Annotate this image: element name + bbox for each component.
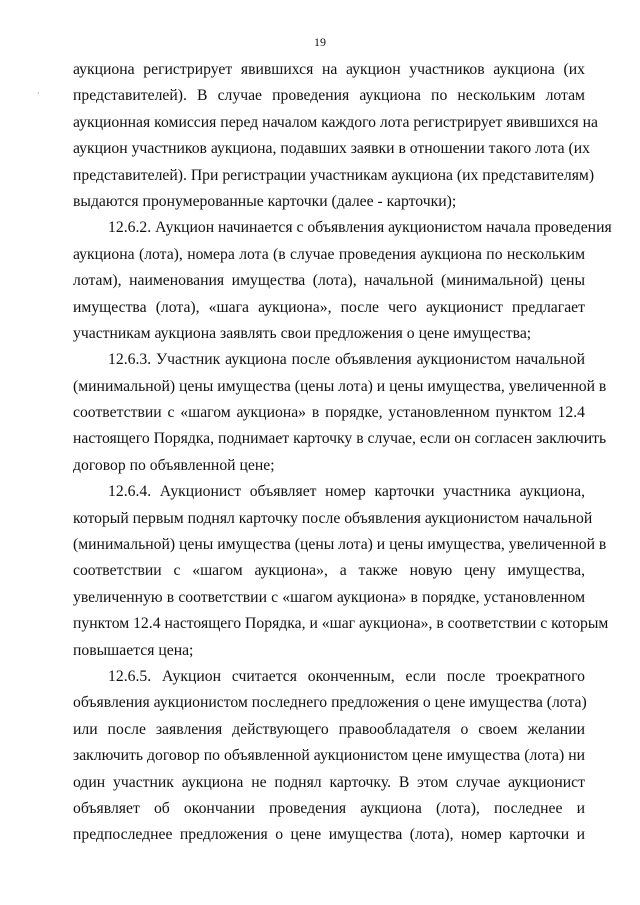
document-body (73, 57, 612, 849)
text-line: объявляет об окончании проведения аукциона (лота), последнее и (73, 799, 585, 817)
text-line: договор по объявленной цене; (73, 456, 275, 474)
paragraph-continuation (73, 57, 598, 215)
text-line: 12.6.4. Аукционист объявляет номер карточки участника аукциона, (108, 483, 585, 501)
text-line: аукцион участников аукциона, подавших заявки в отношении такого лота (их (73, 140, 591, 158)
text-line: лотам), наименования имущества (лота), начальной (минимальной) цены (73, 272, 585, 290)
text-line: аукциона регистрирует явившихся на аукцион участников аукциона (их (73, 61, 585, 78)
margin-mark: · (37, 89, 40, 98)
text-line: представителей). При регистрации участникам аукциона (их представителям) (73, 166, 595, 184)
paragraph-12-6-3 (73, 347, 607, 479)
text-line: представителей). В случае проведения аукциона по нескольким лотам (73, 87, 585, 105)
paragraph-12-6-4 (73, 479, 609, 664)
text-line: соответствии с «шагом аукциона» в порядке, установленном пунктом 12.4 (73, 404, 585, 422)
text-line: 12.6.5. Аукцион считается оконченным, если после троекратного (108, 667, 585, 685)
text-line: соответствии с «шагом аукциона», а также новую цену имущества, (73, 562, 585, 580)
text-line: участникам аукциона заявлять свои предложения о цене имущества; (73, 324, 532, 342)
text-line: который первым поднял карточку после объявления аукционистом начальной (73, 509, 593, 527)
page-number: 19 (314, 35, 326, 49)
text-line: объявления аукционистом последнего предложения о цене имущества (лота) (73, 694, 587, 712)
text-line: предпоследнее предложения о цене имущества (лота), номер карточки и (73, 826, 585, 844)
text-line: настоящего Порядка, поднимает карточку в случае, если он согласен заключить (73, 430, 607, 448)
text-line: аукционная комиссия перед началом каждого лота регистрирует явившихся на (73, 113, 598, 131)
text-line: один участник аукциона не поднял карточку. В этом случае аукционист (73, 773, 585, 791)
text-line: имущества (лота), «шага аукциона», после чего аукционист предлагает (73, 298, 585, 316)
paragraph-12-6-5 (73, 664, 585, 849)
text-line: увеличенную в соответствии с «шагом аукциона» в порядке, установленном (73, 588, 585, 606)
text-line: (минимальной) цены имущества (цены лота) и цены имущества, увеличенной в (73, 536, 607, 554)
text-line: выдаются пронумерованные карточки (далее - карточки); (73, 192, 457, 210)
paragraph-12-6-2 (73, 215, 612, 347)
text-line: пунктом 12.4 настоящего Порядка, и «шаг аукциона», в соответствии с которым (73, 615, 609, 633)
text-line: 12.6.3. Участник аукциона после объявления аукционистом начальной (108, 351, 585, 369)
text-line: или после заявления действующего правообладателя о своем желании (73, 720, 585, 738)
text-line: аукциона (лота), номера лота (в случае проведения аукциона по нескольким (73, 245, 585, 263)
text-line: повышается цена; (73, 641, 194, 659)
text-line: (минимальной) цены имущества (цены лота) и цены имущества, увеличенной в (73, 377, 607, 395)
text-line: 12.6.2. Аукцион начинается с объявления аукционистом начала проведения (108, 219, 612, 237)
text-line: заключить договор по объявленной аукционистом цене имущества (лота) ни (73, 747, 585, 765)
